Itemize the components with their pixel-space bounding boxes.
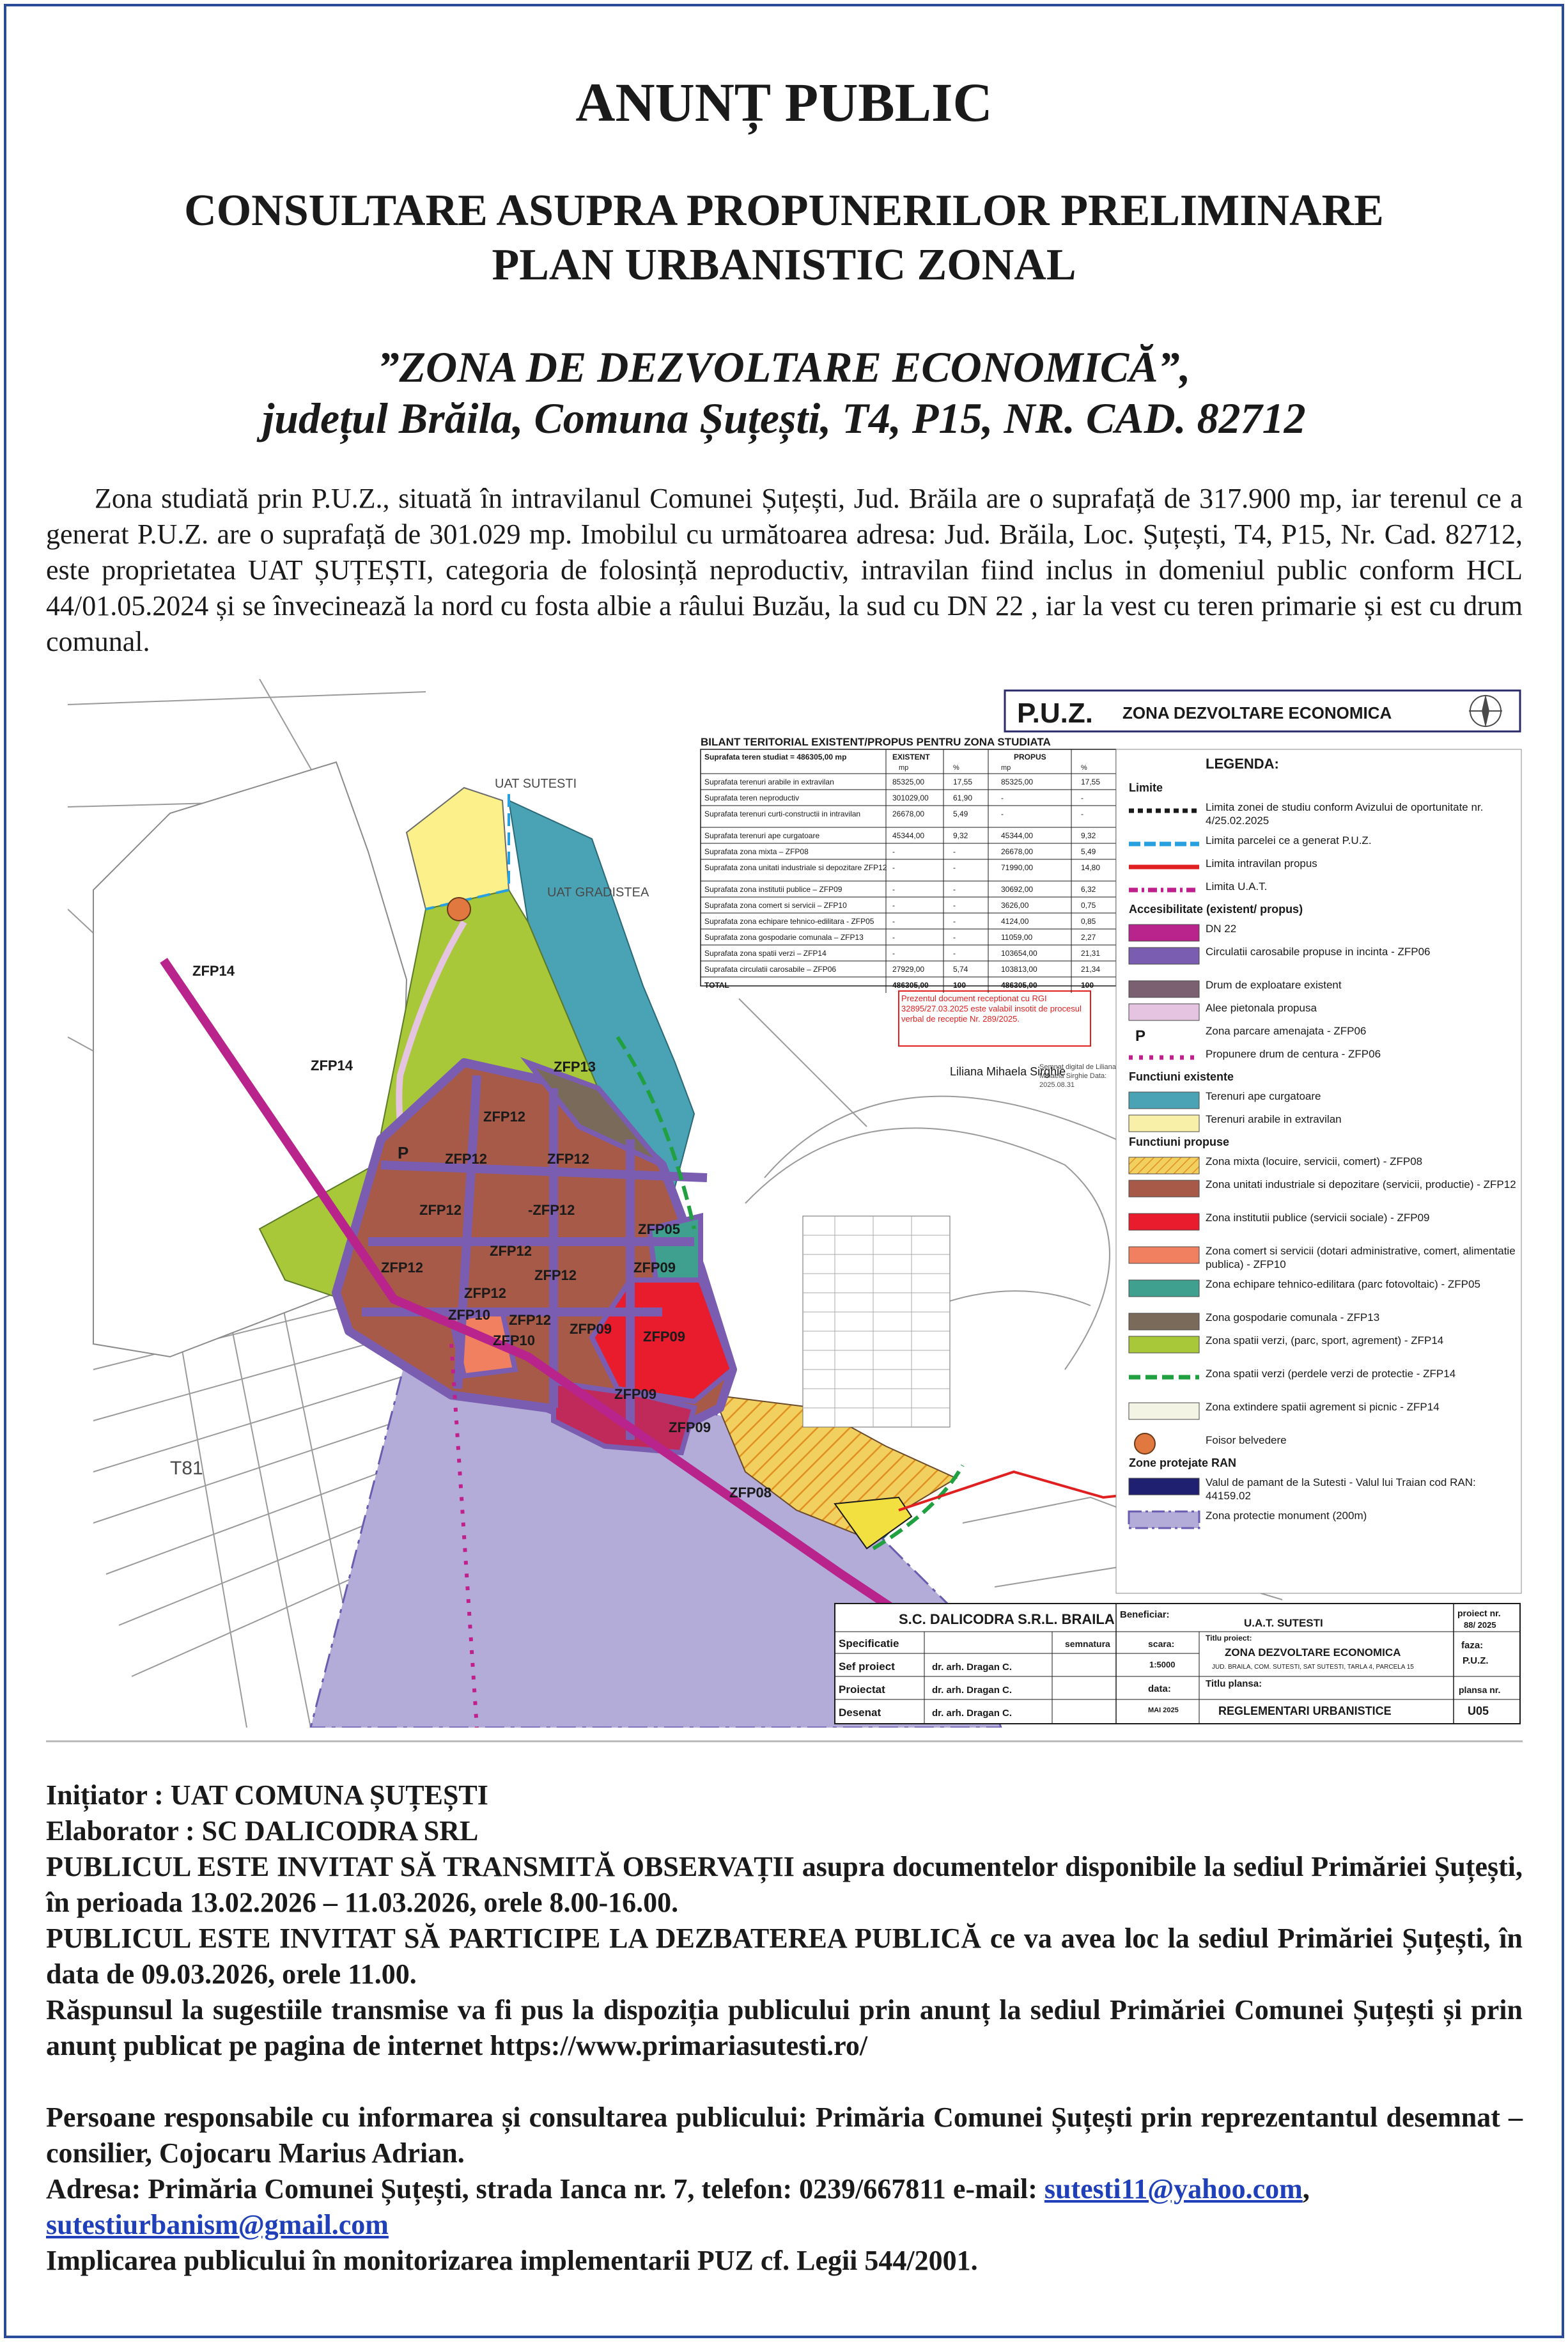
cartouche-sef: dr. arh. Dragan C. xyxy=(932,1662,1013,1673)
response-paragraph: Răspunsul la sugestiile transmise va fi pus la dispoziția publicului prin anunț la sediul Primăriei Comunei Șuțești și prin anunț publicat pe pagina de internet https://www.primariasutesti.ro/ xyxy=(46,1994,1523,2061)
page-subtitle-1: CONSULTARE ASUPRA PROPUNERILOR PRELIMINARE xyxy=(184,186,1384,235)
initiator-line: Inițiator : UAT COMUNA ȘUȚEȘTI xyxy=(46,1779,488,1811)
bilant-row-propus-pct: 14,80 xyxy=(1081,863,1101,872)
bilant-row-existent-pct: - xyxy=(953,933,956,942)
implication-line: Implicarea publicului în monitorizarea implementarii PUZ cf. Legii 544/2001. xyxy=(46,2245,978,2276)
bilant-studied: Suprafata teren studiat = 486305,00 mp xyxy=(704,753,847,761)
bilant-row-propus-pct: 6,32 xyxy=(1081,885,1096,894)
bilant-row-propus: 26678,00 xyxy=(1001,847,1034,856)
legend-item-label: Limita intravilan propus xyxy=(1206,857,1317,870)
bilant-row-propus-pct: - xyxy=(1081,793,1083,802)
legend-item-label: Limita parcelei ce a generat P.U.Z. xyxy=(1206,834,1372,847)
cartouche-titlu-plansa-label: Titlu plansa: xyxy=(1206,1678,1262,1689)
legend-section-title: Accesibilitate (existent/ propus) xyxy=(1129,903,1303,916)
signature-note: Semnat digital de Liliana Mihaela Sirghie Data: 2025.08.31 xyxy=(1039,1063,1116,1089)
cartouche-titlu-proiect: ZONA DEZVOLTARE ECONOMICA xyxy=(1225,1646,1401,1659)
zfp09-label-b: ZFP09 xyxy=(570,1321,612,1337)
legend-item-label: Alee pietonala propusa xyxy=(1206,1002,1317,1014)
legend xyxy=(1116,749,1521,1593)
intro-text: Zona studiată prin P.U.Z., situată în intravilanul Comunei Șuțești, Jud. Brăila are o suprafață de 317.900 mp, iar terenul ce a generat P.U.Z. are o suprafață de 301.029 mp. Imobilul cu următoarea adresa: Jud. Brăila, Loc. Șuțești, T4, P15, Nr. Cad. 82712, este proprietatea UAT ȘUȚEȘTI, categoria de folosință neproductiv, intravilan fiind inclus in domeniul public conform HCL 44/01.05.2024 și se învecinează la nord cu fosta albie a râului Buzău, la sud cu DN 22 , iar la vest cu teren primarie și est cu drum comunal. xyxy=(46,483,1523,657)
legend-color-swatch xyxy=(1129,981,1199,997)
cartouche xyxy=(835,1604,1520,1724)
bilant-row-propus: 45344,00 xyxy=(1001,831,1034,840)
bilant-row-propus: 85325,00 xyxy=(1001,777,1034,786)
cartouche-sef-label: Sef proiect xyxy=(839,1660,895,1673)
bilant-row-existent: 26678,00 xyxy=(892,809,925,818)
legend-section-title: Functiuni existente xyxy=(1129,1070,1234,1083)
cartouche-faza-label: faza: xyxy=(1461,1640,1484,1651)
zfp09-label-e: ZFP09 xyxy=(669,1419,711,1435)
cartouche-desenat: dr. arh. Dragan C. xyxy=(932,1708,1013,1719)
zfp12-label-b: ZFP12 xyxy=(445,1151,488,1167)
legend-color-swatch xyxy=(1129,1214,1199,1230)
responsible-persons-paragraph: Persoane responsabile cu informarea și consultarea publicului: Primăria Comunei Șuțești prin reprezentantul desemnat – consilier, Cojocaru Marius Adrian. xyxy=(46,2102,1523,2169)
legend-color-swatch xyxy=(1129,1004,1199,1020)
public-debate-paragraph: PUBLICUL ESTE INVITAT SĂ PARTICIPE LA DEZBATEREA PUBLICĂ ce va avea loc la sediul Primăriei Șuțești, în data de 09.03.2026, orele 11.00. xyxy=(46,1923,1523,1990)
uat-sutesti-label: UAT SUTESTI xyxy=(495,777,577,791)
zfp10-label-a: ZFP10 xyxy=(448,1307,491,1323)
bilant-title: BILANT TERITORIAL EXISTENT/PROPUS PENTRU ZONA STUDIATA xyxy=(701,736,1051,748)
bilant-row-existent-pct: 5,49 xyxy=(953,809,968,818)
zfp09-label-a: ZFP09 xyxy=(633,1260,676,1276)
bilant-row-label: Suprafata zona comert si servicii – ZFP10 xyxy=(704,901,847,910)
legend-item-label: DN 22 xyxy=(1206,923,1237,935)
bilant-row-label: Suprafata zona unitati industriale si depozitare ZFP12 xyxy=(704,863,887,872)
bilant-col-propus: PROPUS xyxy=(1014,753,1046,761)
legend-section-title: Zone protejate RAN xyxy=(1129,1456,1237,1469)
zfp14-label-a: ZFP14 xyxy=(192,963,235,979)
bilant-row-propus-pct: 2,27 xyxy=(1081,933,1096,942)
legend-item-label: Zona unitati industriale si depozitare (servicii, productie) - ZFP12 xyxy=(1206,1178,1516,1191)
bilant-row-existent-pct: - xyxy=(953,885,956,894)
legend-color-swatch xyxy=(1129,948,1199,964)
coordinates-table xyxy=(803,1216,950,1427)
bilant-row-propus: 4124,00 xyxy=(1001,917,1029,926)
legend-item-label: Foisor belvedere xyxy=(1206,1434,1287,1446)
legend-section-title: Functiuni propuse xyxy=(1129,1136,1229,1148)
bilant-row-propus-pct: 5,49 xyxy=(1081,847,1096,856)
legend-color-swatch xyxy=(1129,1313,1199,1330)
bilant-row-existent: 45344,00 xyxy=(892,831,925,840)
bilant-row-propus-pct: 17,55 xyxy=(1081,777,1101,786)
email-link-gmail[interactable]: sutestiurbanism@gmail.com xyxy=(46,2209,389,2240)
bilant-row-existent: 301029,00 xyxy=(892,793,929,802)
bilant-row-label: Suprafata zona mixta – ZFP08 xyxy=(704,847,809,856)
bilant-row-existent-pct: 5,74 xyxy=(953,965,968,974)
zfp13-label: ZFP13 xyxy=(554,1059,596,1075)
bilant-row-propus: 3626,00 xyxy=(1001,901,1029,910)
bilant-row-existent-pct: 9,32 xyxy=(953,831,968,840)
legend-color-swatch xyxy=(1129,925,1199,941)
bilant-row-propus: 30692,00 xyxy=(1001,885,1034,894)
legend-item-label: Zona spatii verzi (perdele verzi de protectie - ZFP14 xyxy=(1206,1368,1456,1380)
bilant-row-label: Suprafata terenuri curti-constructii in intravilan xyxy=(704,809,861,818)
bilant-row-existent-pct: 100 xyxy=(953,981,966,990)
legend-color-swatch xyxy=(1129,1336,1199,1353)
legend-item-label: Zona comert si servicii (dotari administrative, comert, alimentatie publica) - ZFP10 xyxy=(1206,1245,1516,1270)
cartouche-desenat-label: Desenat xyxy=(839,1706,881,1719)
cartouche-data-label: data: xyxy=(1148,1683,1171,1694)
bilant-row-existent-pct: - xyxy=(953,847,956,856)
zfp12-label-f: ZFP12 xyxy=(381,1260,424,1276)
cartouche-spec-label: Specificatie xyxy=(839,1637,899,1650)
legend-item-label: Zona mixta (locuire, servicii, comert) - ZFP08 xyxy=(1206,1155,1423,1167)
bilant-row-propus-pct: 9,32 xyxy=(1081,831,1096,840)
cartouche-faza: P.U.Z. xyxy=(1463,1655,1489,1666)
zfp05-label: ZFP05 xyxy=(638,1221,681,1237)
bilant-row-propus: - xyxy=(1001,793,1004,802)
signature-name: Liliana Mihaela Sirghie xyxy=(950,1065,1066,1078)
zfp12-label-i: ZFP12 xyxy=(464,1285,507,1301)
legend-color-swatch xyxy=(1129,1180,1199,1197)
zfp12-label-e: -ZFP12 xyxy=(528,1202,575,1218)
legend-item-label: Terenuri ape curgatoare xyxy=(1206,1090,1321,1102)
cartouche-data: MAI 2025 xyxy=(1148,1706,1179,1714)
bilant-row-existent-pct: - xyxy=(953,901,956,910)
bilant-row-propus: - xyxy=(1001,809,1004,818)
legend-item-label: Circulatii carosabile propuse in incinta - ZFP06 xyxy=(1206,946,1431,958)
address-paragraph xyxy=(46,2171,1523,2243)
bilant-row-propus: 103813,00 xyxy=(1001,965,1037,974)
bilant-row-propus-pct: 0,85 xyxy=(1081,917,1096,926)
bilant-unit-pct-p: % xyxy=(1081,764,1087,772)
intro-paragraph xyxy=(46,481,1523,660)
zfp12-label-g: ZFP12 xyxy=(490,1243,532,1259)
legend-item-label: Propunere drum de centura - ZFP06 xyxy=(1206,1048,1381,1060)
zfp09-label-c: ZFP09 xyxy=(643,1329,686,1345)
page-subtitle-2: PLAN URBANISTIC ZONAL xyxy=(492,240,1076,290)
bilant-row-propus: 103654,00 xyxy=(1001,949,1037,958)
info-section xyxy=(46,1777,1523,2279)
bilant-row-existent-pct: - xyxy=(953,917,956,926)
cartouche-proiect-nr: 88/ 2025 xyxy=(1464,1620,1496,1630)
bilant-unit-pct-e: % xyxy=(953,764,959,772)
bilant-row-propus-pct: 21,31 xyxy=(1081,949,1101,958)
bilant-row-existent: 85325,00 xyxy=(892,777,925,786)
bilant-row-existent: 27929,00 xyxy=(892,965,925,974)
cartouche-plansa-nr-label: plansa nr. xyxy=(1459,1685,1501,1695)
parking-symbol: P xyxy=(398,1143,409,1162)
zfp12-label-a: ZFP12 xyxy=(483,1109,526,1125)
legend-item-label: Zona echipare tehnico-edilitara (parc fotovoltaic) - ZFP05 xyxy=(1206,1278,1480,1290)
cartouche-plansa-nr: U05 xyxy=(1468,1705,1489,1717)
bilant-row-existent: - xyxy=(892,917,895,926)
cartouche-semnatura-label: semnatura xyxy=(1065,1639,1110,1649)
bilant-row-propus-pct: - xyxy=(1081,809,1083,818)
legend-item-label: Zona spatii verzi, (parc, sport, agrement) - ZFP14 xyxy=(1206,1334,1444,1347)
address-text: Adresa: Primăria Comunei Șuțești, strada Ianca nr. 7, telefon: 0239/667811 e-mail: xyxy=(46,2173,1044,2205)
elaborator-line: Elaborator : SC DALICODRA SRL xyxy=(46,1815,479,1846)
bilant-row-existent: 486305,00 xyxy=(892,981,929,990)
bilant-row-label: Suprafata zona echipare tehnico-edilitara - ZFP05 xyxy=(704,917,874,926)
page-title: ANUNȚ PUBLIC xyxy=(575,72,993,133)
legend-title: LEGENDA: xyxy=(1206,756,1279,772)
bilant-row-propus: 486305,00 xyxy=(1001,981,1037,990)
legend-item-label: Zona institutii publice (servicii sociale) - ZFP09 xyxy=(1206,1212,1430,1224)
t81-label: T81 xyxy=(170,1458,203,1479)
bilant-row-propus-pct: 21,34 xyxy=(1081,965,1101,974)
bilant-row-label: TOTAL xyxy=(704,981,729,990)
zfp12-label-d: ZFP12 xyxy=(419,1202,462,1218)
legend-color-swatch xyxy=(1129,1157,1199,1174)
zfp12-label-j: ZFP12 xyxy=(509,1312,552,1328)
observations-paragraph: PUBLICUL ESTE INVITAT SĂ TRANSMITĂ OBSERVAȚII asupra documentelor disponibile la sediul Primăriei Șuțești, în perioada 13.02.2026 – 11.03.2026, orele 8.00-16.00. xyxy=(46,1851,1523,1918)
bilant-row-label: Suprafata zona gospodarie comunala – ZFP13 xyxy=(704,933,864,942)
bilant-table xyxy=(701,736,1116,993)
bilant-row-propus: 11059,00 xyxy=(1001,933,1033,942)
legend-item-label: Zona parcare amenajata - ZFP06 xyxy=(1206,1025,1367,1037)
bilant-row-existent: - xyxy=(892,847,895,856)
zfp12-label-c: ZFP12 xyxy=(547,1151,590,1167)
legend-color-swatch xyxy=(1129,1280,1199,1297)
bilant-row-existent: - xyxy=(892,933,895,942)
cartouche-proiectat-label: Proiectat xyxy=(839,1683,885,1696)
legend-color-swatch xyxy=(1129,1403,1199,1419)
bilant-row-label: Suprafata zona spatii verzi – ZFP14 xyxy=(704,949,827,958)
bilant-col-existent: EXISTENT xyxy=(892,753,930,761)
zfp09-label-d: ZFP09 xyxy=(614,1386,657,1402)
legend-gazebo-icon xyxy=(1135,1433,1155,1454)
puz-map xyxy=(68,679,1525,1728)
bilant-row-existent-pct: 17,55 xyxy=(953,777,973,786)
divider xyxy=(46,1740,1523,1742)
bilant-unit-mp-e: mp xyxy=(899,764,909,772)
bilant-row-existent-pct: 61,90 xyxy=(953,793,973,802)
cartouche-titlu-proiect-label: Titlu proiect: xyxy=(1206,1634,1252,1643)
cartouche-proiect-nr-label: proiect nr. xyxy=(1457,1608,1501,1618)
bilant-row-existent: - xyxy=(892,885,895,894)
puz-map-svg xyxy=(68,679,1525,1728)
email-separator: , xyxy=(1302,2173,1310,2205)
cartouche-scara: 1:5000 xyxy=(1149,1660,1176,1669)
legend-color-swatch xyxy=(1129,1092,1199,1109)
bilant-row-propus-pct: 100 xyxy=(1081,981,1094,990)
belvedere-gazebo-icon xyxy=(447,898,470,921)
bilant-unit-mp-p: mp xyxy=(1001,764,1011,772)
zfp10-label-b: ZFP10 xyxy=(493,1332,536,1348)
cartouche-titlu-plansa: REGLEMENTARI URBANISTICE xyxy=(1218,1705,1392,1717)
project-title-1: ”ZONA DE DEZVOLTARE ECONOMICĂ”, xyxy=(377,343,1191,391)
legend-color-swatch xyxy=(1129,1115,1199,1132)
uat-gradistea-label: UAT GRADISTEA xyxy=(547,886,649,900)
legend-item-label: Zona gospodarie comunala - ZFP13 xyxy=(1206,1311,1380,1323)
zfp08-label: ZFP08 xyxy=(729,1485,772,1501)
legend-item-label: Valul de pamant de la Sutesti - Valul lui Traian cod RAN: 44159.02 xyxy=(1206,1476,1476,1502)
bilant-row-existent-pct: - xyxy=(953,863,956,872)
cartouche-scara-label: scara: xyxy=(1148,1639,1175,1649)
email-link-yahoo[interactable]: sutesti11@yahoo.com xyxy=(1044,2173,1303,2205)
bilant-row-label: Suprafata circulatii carosabile – ZFP06 xyxy=(704,965,837,974)
cartouche-company: S.C. DALICODRA S.R.L. BRAILA xyxy=(899,1611,1115,1627)
bilant-row-existent-pct: - xyxy=(953,949,956,958)
zfp14-label-b: ZFP14 xyxy=(311,1058,353,1073)
map-header-subtitle: ZONA DEZVOLTARE ECONOMICA xyxy=(1122,703,1392,722)
cartouche-proiectat: dr. arh. Dragan C. xyxy=(932,1685,1013,1696)
legend-item-label: Zona protectie monument (200m) xyxy=(1206,1510,1367,1522)
legend-item-label: Terenuri arabile in extravilan xyxy=(1206,1113,1342,1125)
bilant-row-propus: 71990,00 xyxy=(1001,863,1034,872)
bilant-row-existent: - xyxy=(892,949,895,958)
legend-item-label: Limita U.A.T. xyxy=(1206,880,1268,893)
legend-parking-symbol: P xyxy=(1135,1027,1146,1045)
bilant-row-existent: - xyxy=(892,901,895,910)
cartouche-beneficiar: U.A.T. SUTESTI xyxy=(1244,1617,1323,1629)
bilant-row-propus-pct: 0,75 xyxy=(1081,901,1096,910)
bilant-row-existent: - xyxy=(892,863,895,872)
legend-section-title: Limite xyxy=(1129,781,1163,794)
cartouche-beneficiar-label: Beneficiar: xyxy=(1120,1609,1170,1620)
legend-color-swatch xyxy=(1129,1247,1199,1263)
reception-stamp-text: Prezentul document receptionat cu RGI 32895/27.03.2025 este valabil insotit de procesul verbal de receptie Nr. 289/2025. xyxy=(901,994,1082,1024)
project-title-2: județul Brăila, Comuna Șuțești, T4, P15, NR. CAD. 82712 xyxy=(262,394,1306,442)
bilant-row-label: Suprafata zona institutii publice – ZFP09 xyxy=(704,885,842,894)
map-header-title: P.U.Z. xyxy=(1017,698,1094,729)
legend-item-label: Drum de exploatare existent xyxy=(1206,979,1342,991)
legend-color-swatch xyxy=(1129,1511,1199,1528)
bilant-row-label: Suprafata terenuri ape curgatoare xyxy=(704,831,820,840)
legend-item-label: Limita zonei de studiu conform Avizului de oportunitate nr. 4/25.02.2025 xyxy=(1206,801,1484,827)
legend-item-label: Zona extindere spatii agrement si picnic - ZFP14 xyxy=(1206,1401,1440,1413)
zfp12-label-h: ZFP12 xyxy=(534,1267,577,1283)
legend-color-swatch xyxy=(1129,1478,1199,1495)
bilant-row-label: Suprafata terenuri arabile in extravilan xyxy=(704,777,834,786)
cartouche-titlu-proiect-sub: JUD. BRAILA, COM. SUTESTI, SAT SUTESTI, TARLA 4, PARCELA 15 xyxy=(1212,1664,1414,1671)
bilant-row-label: Suprafata teren neproductiv xyxy=(704,793,800,802)
